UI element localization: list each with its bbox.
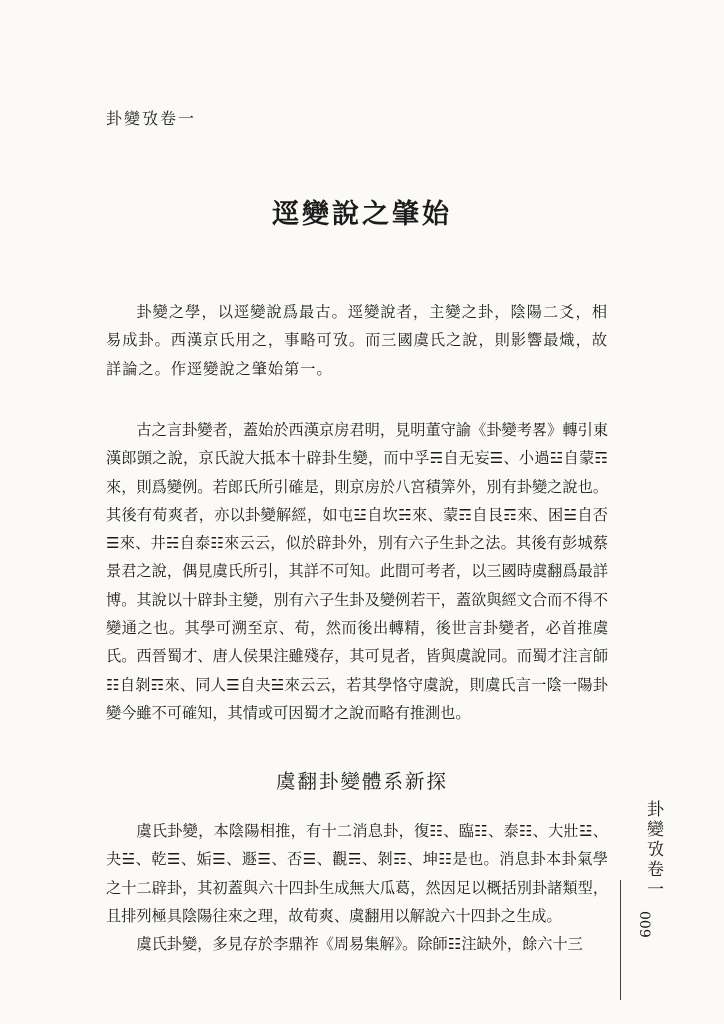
margin-running-title: 卦變攷卷一 xyxy=(643,800,663,900)
section-paragraph: 虞氏卦變，多見存於李鼎祚《周易集解》。除師☷注缺外，餘六十三 xyxy=(136,935,583,953)
section-paragraph: 虞氏卦變，本陰陽相推，有十二消息卦，復☷、臨☷、泰☷、大壯☳、夬☱、乾☰、姤☰、遯☰、否☰、觀☴、剝☶、坤☷是也。消息卦本卦氣學之十二辟卦，其初蓋與六十四卦生成無大瓜葛，然因足以概括別卦諸類型，且排列極具陰陽往來之理，故荀爽、虞翻用以解說六十四卦之生成。 xyxy=(106,822,608,925)
margin-divider xyxy=(620,880,621,1000)
section-title: 虞翻卦變體系新探 xyxy=(275,770,448,793)
body-paragraph: 古之言卦變者，蓋始於西漢京房君明，見明董守諭《卦變考畧》轉引東漢郎顗之說，京氏說大抵本十辟卦生變，而中孚☴自无妄☰、小過☳自蒙☶來，則爲變例。若郎氏所引確是，則京房於八宮積筭外，別有卦變之說也。其後有荀爽者，亦以卦變解經，如屯☳自坎☵來、蒙☶自艮☶來、困☱自否☰來、井☵自泰☷來云云，似於辟卦外，別有六子生卦之法。其後有彭城蔡景君之說，偶見虞氏所引，其詳不可知。此間可考者，以三國時虞翻爲最詳博。其說以十辟卦主變，別有六子生卦及變例若干，蓋欲與經文合而不得不變通之也。其學可溯至京、荀，然而後出轉精，後世言卦變者，必首推虞氏。西晉蜀才、唐人侯果注雖殘存，其可見者，皆與虞說同。而蜀才注言師☷自剝☶來、同人☰自夬☱來云云，若其學恪守虞說，則虞氏言一陰一陽卦變今雖不可確知，其情或可因蜀才之說而略有推測也。 xyxy=(106,421,608,722)
running-head: 卦變攷卷一 xyxy=(106,109,197,128)
intro-paragraph: 卦變之學，以逕變說爲最古。逕變說者，主變之卦，陰陽二爻，相易成卦。西漢京氏用之，事略可攷。而三國虞氏之說，則影響最熾，故詳論之。作逕變說之肇始第一。 xyxy=(106,303,608,378)
page-number: 009 xyxy=(636,911,652,938)
chapter-title: 逕變說之肇始 xyxy=(272,199,452,230)
